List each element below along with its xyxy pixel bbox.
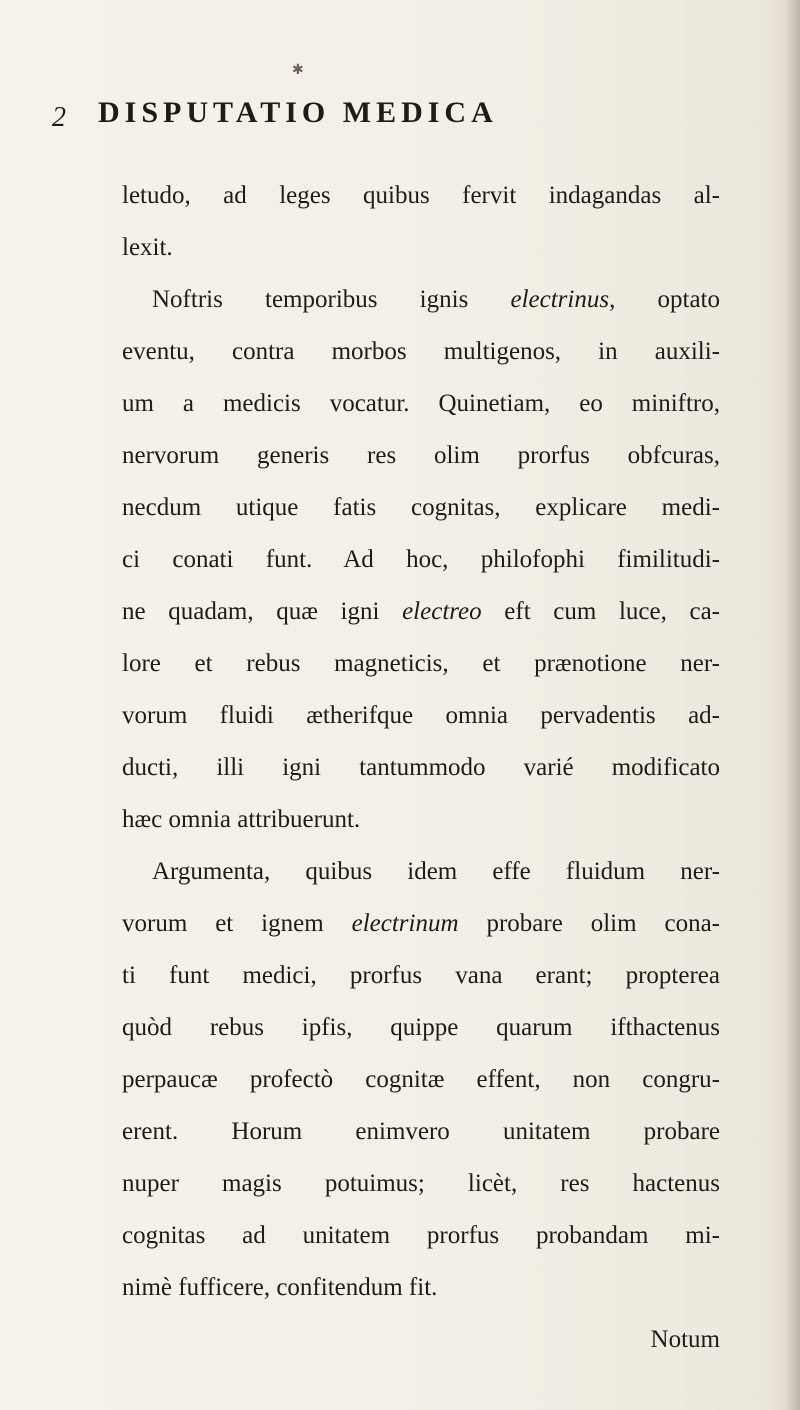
italic-term: electrinus <box>510 286 610 313</box>
text-line-22: nimè fufficere, confitendum fit. <box>122 1274 438 1301</box>
text-line-4: eventu, contra morbos multigenos, in auxili- <box>122 338 720 365</box>
text-line-19: erent. Horum enimvero unitatem probare <box>122 1118 720 1145</box>
page-number: 2 <box>52 102 66 133</box>
page-gutter-shadow <box>786 0 800 1410</box>
text-line-2: lexit. <box>122 234 173 261</box>
body-text <box>122 170 720 1366</box>
running-title: DISPUTATIO MEDICA <box>98 96 498 129</box>
text-line-21: cognitas ad unitatem prorfus probandam mi- <box>122 1222 720 1249</box>
text-line-14: Argumenta, quibus idem effe fluidum ner- <box>152 858 720 885</box>
text-line-8: ci conati funt. Ad hoc, philofophi fimilitudi- <box>122 546 720 573</box>
italic-term: electrinum <box>351 910 459 937</box>
printer-mark-icon: ✱ <box>292 63 304 78</box>
text-line-20: nuper magis potuimus; licèt, res hactenus <box>122 1170 720 1197</box>
text-line-6: nervorum generis res olim prorfus obfcuras, <box>122 442 720 469</box>
text-line-15: vorum et ignem electrinum probare olim cona- <box>122 910 720 937</box>
page-header <box>52 96 732 140</box>
text-line-10: lore et rebus magneticis, et prænotione ner- <box>122 650 720 677</box>
text-line-3: Noftris temporibus ignis electrinus, optato <box>152 286 720 313</box>
text-line-18: perpaucæ profectò cognitæ effent, non congru- <box>122 1066 720 1093</box>
catchword: Notum <box>650 1326 720 1353</box>
text-line-9: ne quadam, quæ igni electreo eft cum luce, ca- <box>122 598 720 625</box>
text-line-16: ti funt medici, prorfus vana erant; propterea <box>122 962 720 989</box>
text-line-12: ducti, illi igni tantummodo varié modificato <box>122 754 720 781</box>
text-line-13: hæc omnia attribuerunt. <box>122 806 361 833</box>
text-line-5: um a medicis vocatur. Quinetiam, eo miniftro, <box>122 390 720 417</box>
italic-term: electreo <box>402 598 482 625</box>
text-line-1: letudo, ad leges quibus fervit indagandas al- <box>122 182 720 209</box>
text-line-7: necdum utique fatis cognitas, explicare medi- <box>122 494 720 521</box>
text-line-17: quòd rebus ipfis, quippe quarum ifthactenus <box>122 1014 720 1041</box>
text-line-11: vorum fluidi ætherifque omnia pervadentis ad- <box>122 702 720 729</box>
